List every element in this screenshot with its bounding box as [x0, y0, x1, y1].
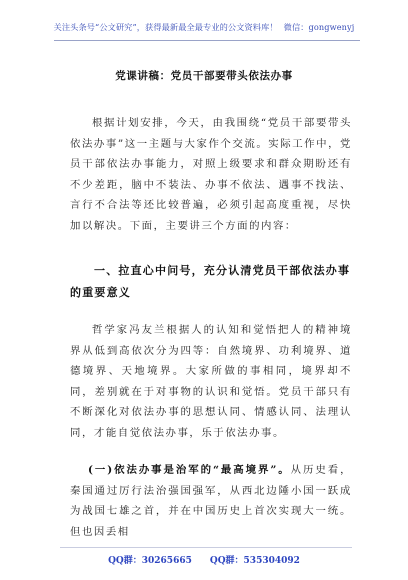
body-paragraph-military [70, 460, 352, 542]
header-promo-text: 关注头条号“公文研究”，获得最新最全最专业的公文资料库！ [53, 22, 278, 32]
footer-qq-group-2: QQ群：535304092 [209, 556, 300, 566]
body-paragraph-philosophy: 哲学家冯友兰根据人的认知和觉悟把人的精神境界从低到高依次分为四等：自然境界、功利境界、道德境界、天地境界。大家所做的事相同，境界却不同，差别就在于对事物的认识和觉悟。党员干部只有不断深化对依法办事的思想认同、情感认同、法理认同，才能自觉依法办事，乐于依法办事。 [70, 324, 352, 439]
footer-qq-group-1: QQ群：30265665 [108, 556, 192, 566]
page-header [0, 22, 408, 33]
header-divider [54, 40, 360, 41]
page-footer [0, 553, 408, 566]
intro-paragraph: 根据计划安排，今天，由我围绕“党员干部要带头依法办事”这一主题与大家作个交流。实际工作中，党员干部依法办事能力，对照上级要求和群众期盼还有不少差距，脑中不装法、办事不依法、遇事不找法、言行不合法等还比较普遍，必须引起高度重视，尽快加以解决。下面，主要讲三个方面的内容： [70, 117, 352, 232]
subsection-lead-1: (一)依法办事是治军的“最高境界”。 [88, 464, 291, 476]
subsection-text-1: 从历史看，秦国通过厉行法治强国强军，从西北边陲小国一跃成为战国七雄之首，并在中国历史上首次实现大一统。但也因丢相 [70, 464, 353, 538]
header-wechat-text: 微信：gongwenyj [283, 22, 355, 32]
section-heading-1: 一、拉直心中问号，充分认清党员干部依法办事的重要意义 [70, 264, 351, 299]
document-title: 党课讲稿：党员干部要带头依法办事 [115, 70, 293, 82]
footer-divider [60, 547, 352, 548]
